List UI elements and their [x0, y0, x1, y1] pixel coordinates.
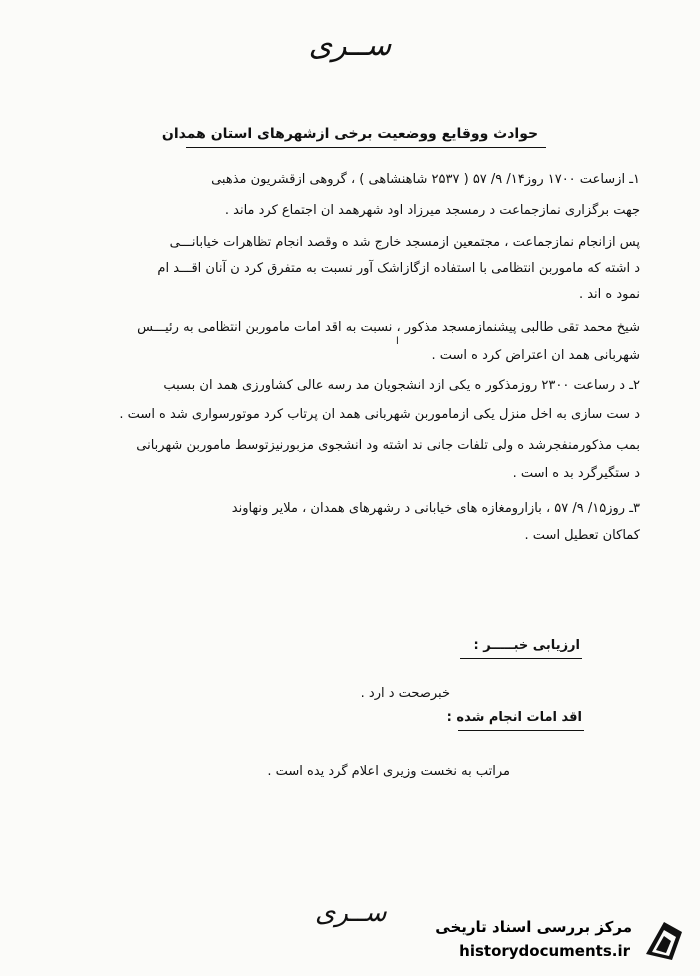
- title-underline: [186, 147, 546, 148]
- watermark-site: historydocuments.ir: [459, 942, 630, 960]
- para-3-line-2: شهربانی همد ان اعتراض کرد ه است .: [431, 348, 640, 363]
- para-5-line-1: بمب مذکورمنفجرشد ه ولی تلفات جانی ند اشته ود انشجوی مزبورنیزتوسط ماموربن شهربانی: [136, 438, 640, 453]
- para-1-line-1: ۱ـ ازساعت ۱۷۰۰ روز۱۴/ ۹/ ۵۷ ( ۲۵۳۷ شاهنشاهی ) ، گروهی ازقشریون مذهبی: [211, 172, 640, 187]
- watermark-name: مرکز بررسی اسناد تاریخی: [435, 918, 632, 936]
- document-title: حوادث ووقایع ووضعیت برخی ازشهرهای استان همدان: [161, 126, 539, 142]
- para-3-line-1: شیخ محمد تقی طالبی پیشنمازمسجد مذکور ، نسبت به اقد امات ماموربن انتظامی به رئیـــس: [137, 320, 640, 335]
- para-6-line-2: کماکان تعطیل است .: [524, 528, 640, 543]
- para-1-line-2: جهت برگزاری نمازجماعت د رمسجد میرزاد اود شهرهمد ان اجتماع کرد ماند .: [224, 203, 640, 218]
- evaluation-label: ارزیابی خبـــــر :: [473, 638, 580, 653]
- para-6-line-1: ۳ـ روز۱۵/ ۹/ ۵۷ ، بازارومغازه های خیابانی د رشهرهای همدان ، ملایر ونهاوند: [231, 501, 640, 516]
- para-2-line-1: پس ازانجام نمازجماعت ، مجتمعین ازمسجد خارج شد ه وقصد انجام تظاهرات خیابانـــی: [169, 235, 640, 250]
- para-2-line-2: د اشته که ماموربن انتظامی با استفاده ازگازاشک آور نسبت به متفرق کرد ن آنان اقـــد ام: [157, 261, 640, 276]
- para-2-line-3: نمود ه اند .: [578, 287, 640, 302]
- actions-underline: [458, 730, 584, 731]
- para-4-line-2: د ست سازی به اخل منزل یکی ازماموربن شهربانی همد ان پرتاب کرد موتورسواری شد ه است .: [119, 407, 640, 422]
- margin-mark: ا: [396, 336, 399, 347]
- para-5-line-2: د ستگیرگرد بد ه است .: [512, 466, 640, 481]
- actions-label: اقد امات انجام شده :: [446, 710, 582, 725]
- archive-watermark: [412, 910, 692, 968]
- classification-stamp-top: ســری: [308, 28, 392, 63]
- archive-logo-icon: [638, 914, 690, 966]
- evaluation-underline: [460, 658, 582, 659]
- para-4-line-1: ۲ـ د رساعت ۲۳۰۰ روزمذکور ه یکی ازد انشجویان مد رسه عالی کشاورزی همد ان بسبب: [163, 378, 640, 393]
- evaluation-text: خبرصحت د ارد .: [360, 686, 450, 701]
- classification-stamp-bottom: ســری: [315, 898, 387, 928]
- actions-text: مراتب به نخست وزیری اعلام گرد یده است .: [267, 764, 510, 779]
